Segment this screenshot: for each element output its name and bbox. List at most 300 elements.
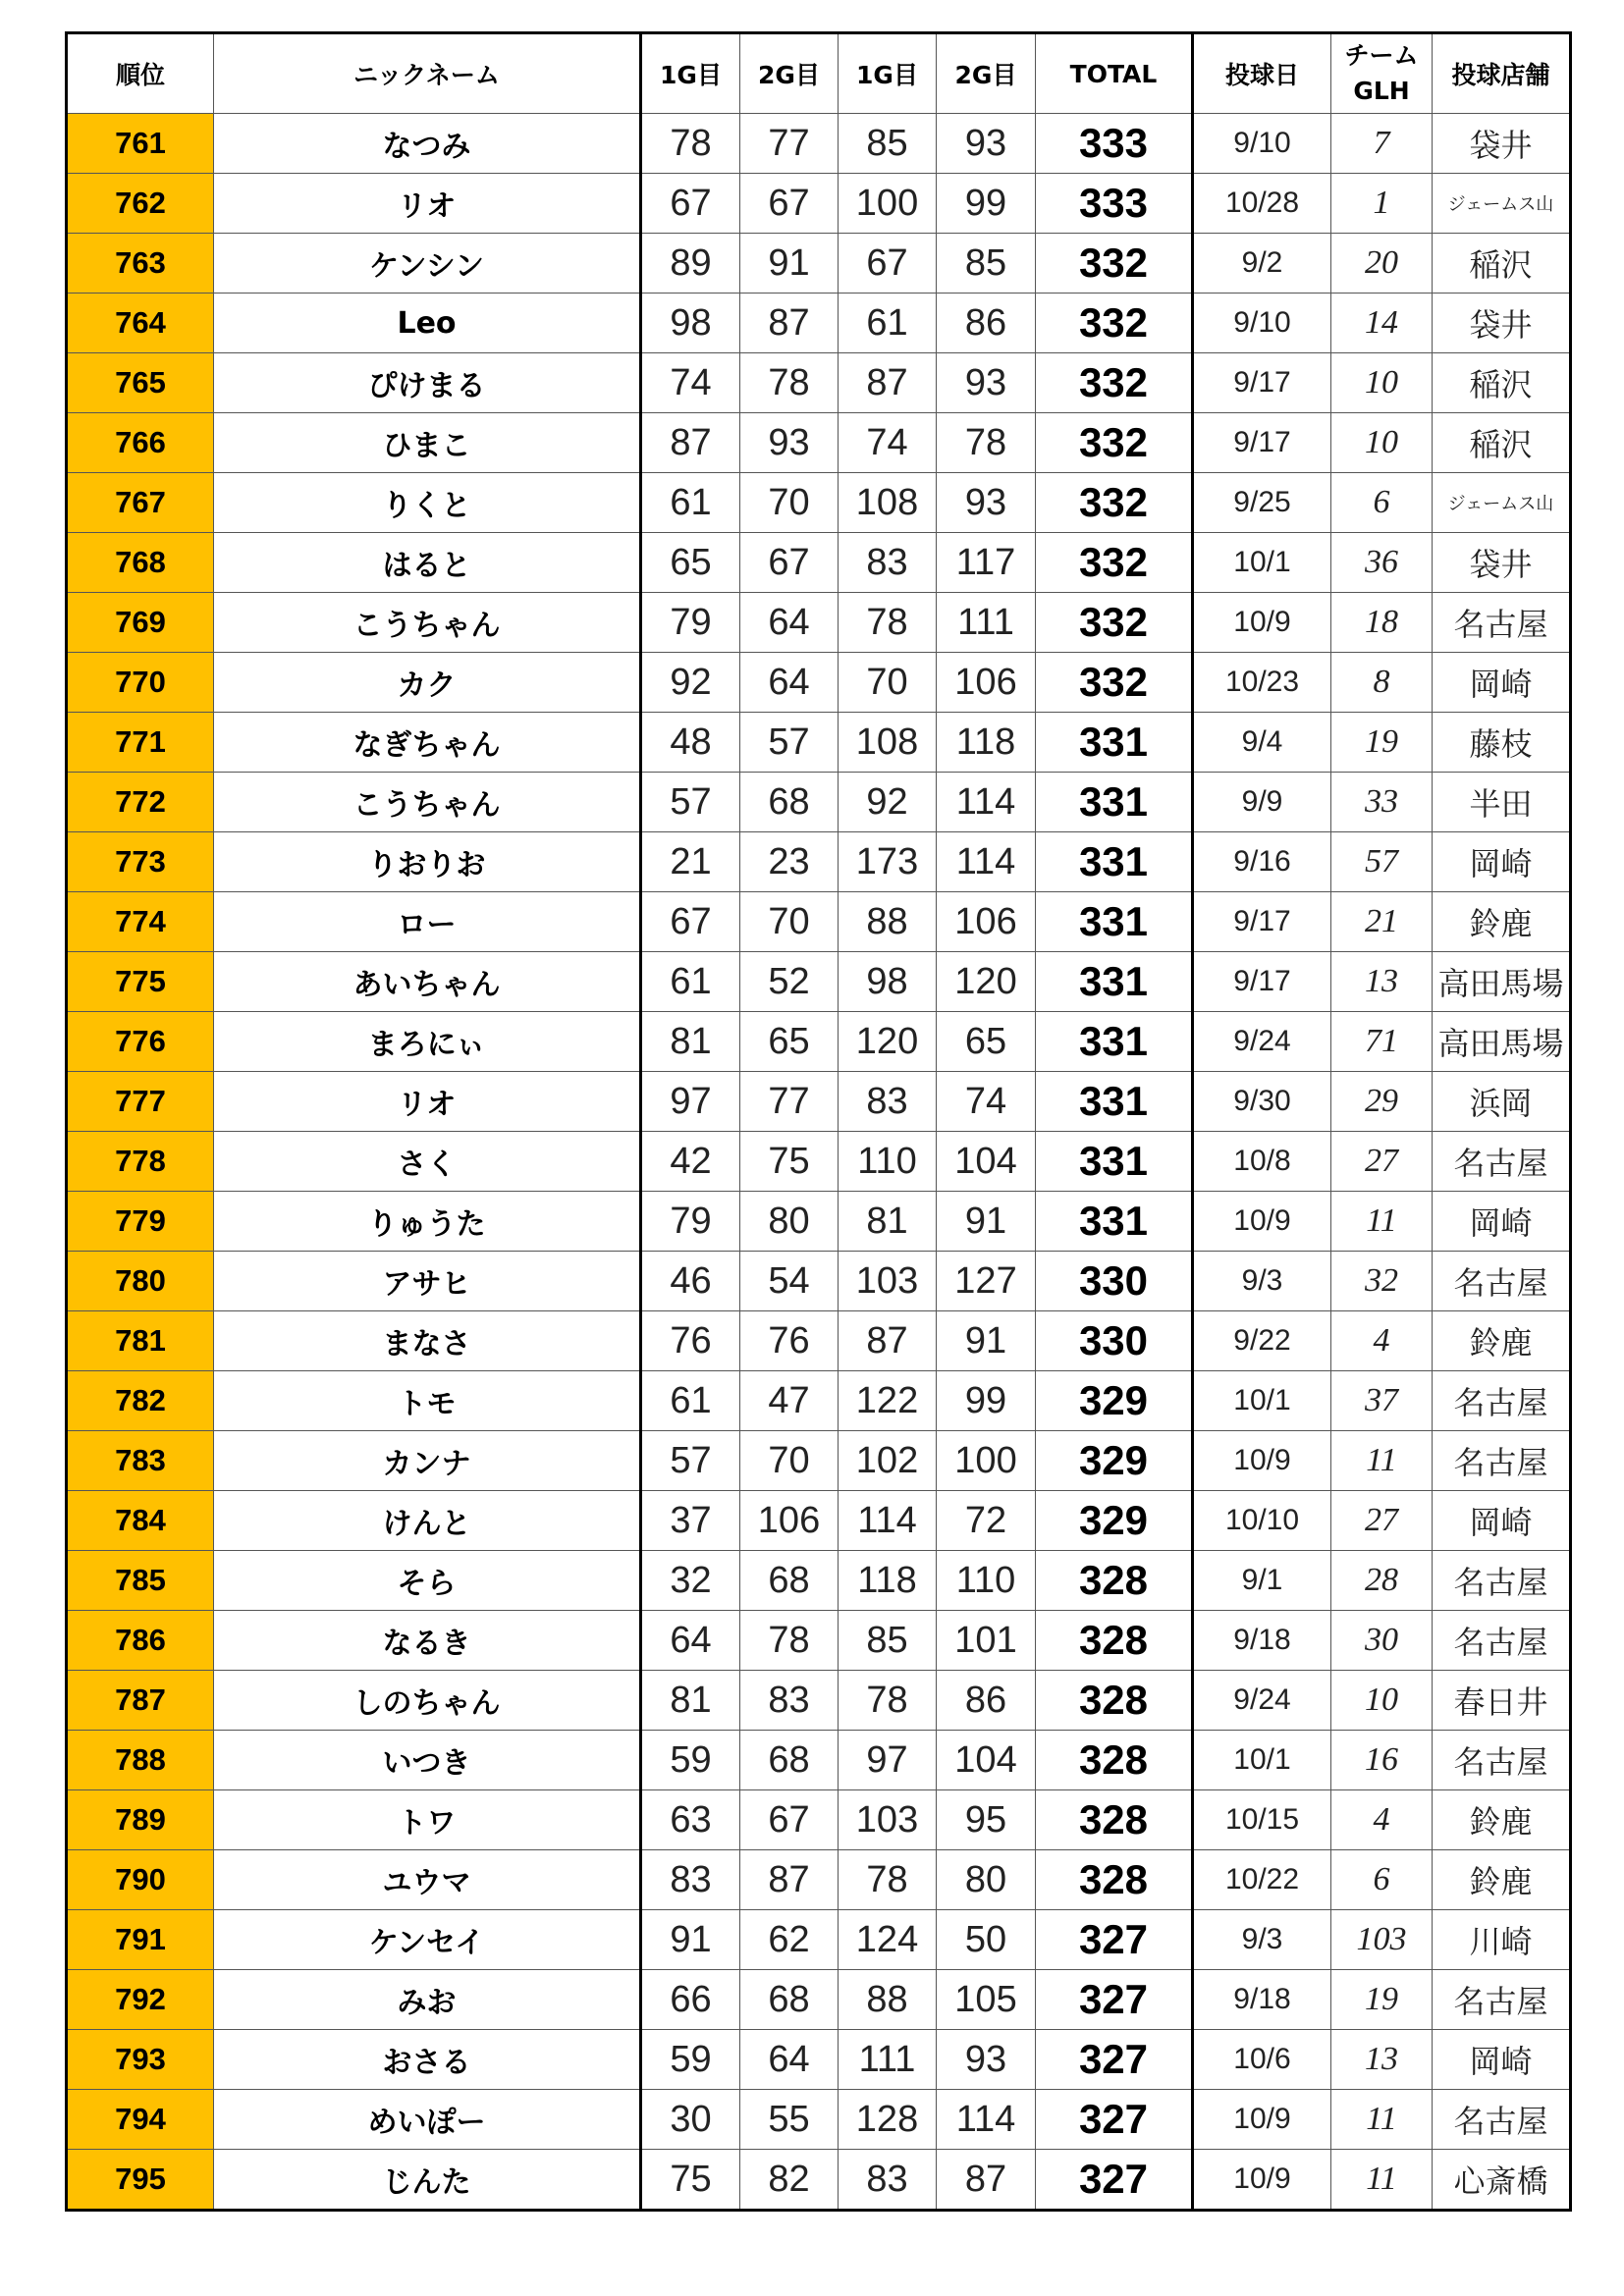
table-row (67, 234, 1571, 294)
date-cell: 9/17 (1193, 353, 1331, 413)
game2-score: 70 (740, 473, 839, 533)
game1-second-score: 114 (839, 1491, 937, 1551)
date-cell: 10/6 (1193, 2030, 1331, 2090)
team-glh-cell: 28 (1331, 1551, 1433, 1611)
date-cell: 9/17 (1193, 892, 1331, 952)
date-cell: 9/10 (1193, 294, 1331, 353)
game2-score: 52 (740, 952, 839, 1012)
team-glh-cell: 19 (1331, 1970, 1433, 2030)
table-row (67, 1252, 1571, 1311)
table-row (67, 1611, 1571, 1671)
game2-score: 93 (740, 413, 839, 473)
table-row (67, 1970, 1571, 2030)
game1-second-score: 108 (839, 713, 937, 773)
game2-second-score: 50 (937, 1910, 1036, 1970)
game2-second-score: 110 (937, 1551, 1036, 1611)
nickname-cell: まなさ (214, 1311, 641, 1371)
game2-score: 91 (740, 234, 839, 294)
game1-second-score: 122 (839, 1371, 937, 1431)
nickname-cell: リオ (214, 174, 641, 234)
nickname-cell: みお (214, 1970, 641, 2030)
game1-score: 30 (641, 2090, 740, 2150)
total-score: 327 (1036, 2090, 1193, 2150)
table-row (67, 892, 1571, 952)
game1-score: 79 (641, 593, 740, 653)
game2-second-score: 80 (937, 1850, 1036, 1910)
store-cell: 岡崎 (1433, 2030, 1571, 2090)
game1-second-score: 85 (839, 114, 937, 174)
total-score: 332 (1036, 413, 1193, 473)
date-cell: 10/15 (1193, 1790, 1331, 1850)
date-cell: 9/4 (1193, 713, 1331, 773)
store-cell: 藤枝 (1433, 713, 1571, 773)
table-row (67, 473, 1571, 533)
store-cell: 稲沢 (1433, 413, 1571, 473)
game2-score: 55 (740, 2090, 839, 2150)
store-cell: 心斎橋 (1433, 2150, 1571, 2211)
rank-cell: 770 (67, 653, 214, 713)
total-score: 328 (1036, 1790, 1193, 1850)
team-glh-cell: 29 (1331, 1072, 1433, 1132)
game1-second-score: 98 (839, 952, 937, 1012)
game2-second-score: 114 (937, 832, 1036, 892)
table-row (67, 593, 1571, 653)
store-cell: 名古屋 (1433, 1252, 1571, 1311)
game1-second-score: 108 (839, 473, 937, 533)
game1-score: 89 (641, 234, 740, 294)
nickname-cell: ひまこ (214, 413, 641, 473)
nickname-cell: なぎちゃん (214, 713, 641, 773)
team-glh-cell: 11 (1331, 1431, 1433, 1491)
game2-second-score: 85 (937, 234, 1036, 294)
total-score: 331 (1036, 832, 1193, 892)
game2-second-score: 74 (937, 1072, 1036, 1132)
game1-score: 74 (641, 353, 740, 413)
table-row (67, 2090, 1571, 2150)
table-row (67, 174, 1571, 234)
total-score: 331 (1036, 1012, 1193, 1072)
game2-score: 64 (740, 2030, 839, 2090)
nickname-cell: Leo (214, 294, 641, 353)
game1-second-score: 67 (839, 234, 937, 294)
date-cell: 10/10 (1193, 1491, 1331, 1551)
store-cell: 岡崎 (1433, 832, 1571, 892)
table-row (67, 114, 1571, 174)
team-glh-cell: 103 (1331, 1910, 1433, 1970)
nickname-cell: りくと (214, 473, 641, 533)
rank-cell: 775 (67, 952, 214, 1012)
game1-second-score: 124 (839, 1910, 937, 1970)
game2-score: 67 (740, 174, 839, 234)
header-row (67, 33, 1571, 114)
date-cell: 9/22 (1193, 1311, 1331, 1371)
store-cell: 名古屋 (1433, 1611, 1571, 1671)
date-cell: 10/9 (1193, 593, 1331, 653)
total-score: 328 (1036, 1551, 1193, 1611)
game1-second-score: 85 (839, 1611, 937, 1671)
rank-cell: 769 (67, 593, 214, 653)
game2-second-score: 65 (937, 1012, 1036, 1072)
game2-second-score: 72 (937, 1491, 1036, 1551)
team-glh-cell: 10 (1331, 1671, 1433, 1731)
date-cell: 10/9 (1193, 2150, 1331, 2211)
store-cell: 半田 (1433, 773, 1571, 832)
nickname-cell: はると (214, 533, 641, 593)
game2-score: 82 (740, 2150, 839, 2211)
team-glh-header (1331, 33, 1433, 114)
team-glh-cell: 6 (1331, 1850, 1433, 1910)
game2-score: 65 (740, 1012, 839, 1072)
table-row (67, 1910, 1571, 1970)
date-cell: 9/18 (1193, 1611, 1331, 1671)
game1-score: 81 (641, 1012, 740, 1072)
game1-score: 87 (641, 413, 740, 473)
total-score: 329 (1036, 1431, 1193, 1491)
game1-second-score: 173 (839, 832, 937, 892)
total-score: 328 (1036, 1850, 1193, 1910)
team-header-line1: チーム (1344, 41, 1419, 70)
date-cell: 10/22 (1193, 1850, 1331, 1910)
game2-score: 83 (740, 1671, 839, 1731)
date-header: 投球日 (1193, 33, 1331, 114)
game1-score: 32 (641, 1551, 740, 1611)
rank-cell: 792 (67, 1970, 214, 2030)
ranking-table (65, 31, 1572, 2212)
rank-cell: 794 (67, 2090, 214, 2150)
total-score: 329 (1036, 1371, 1193, 1431)
date-cell: 10/1 (1193, 1371, 1331, 1431)
game2-second-score: 114 (937, 773, 1036, 832)
nickname-cell: じんた (214, 2150, 641, 2211)
game2-score: 76 (740, 1311, 839, 1371)
team-glh-cell: 11 (1331, 2090, 1433, 2150)
team-glh-cell: 57 (1331, 832, 1433, 892)
store-cell: 名古屋 (1433, 1132, 1571, 1192)
store-cell: ジェームス山 (1433, 473, 1571, 533)
game2-score: 77 (740, 1072, 839, 1132)
store-cell: 稲沢 (1433, 234, 1571, 294)
rank-cell: 791 (67, 1910, 214, 1970)
team-glh-cell: 30 (1331, 1611, 1433, 1671)
rank-cell: 782 (67, 1371, 214, 1431)
table-row (67, 353, 1571, 413)
table-row (67, 952, 1571, 1012)
table-row (67, 2030, 1571, 2090)
rank-cell: 762 (67, 174, 214, 234)
game2-score: 75 (740, 1132, 839, 1192)
game2-second-score: 117 (937, 533, 1036, 593)
store-cell: 稲沢 (1433, 353, 1571, 413)
rank-cell: 788 (67, 1731, 214, 1790)
game2-score: 80 (740, 1192, 839, 1252)
game2-score: 78 (740, 1611, 839, 1671)
rank-cell: 771 (67, 713, 214, 773)
store-cell: 高田馬場 (1433, 1012, 1571, 1072)
game2-second-score: 106 (937, 892, 1036, 952)
store-cell: 名古屋 (1433, 1551, 1571, 1611)
store-cell: 高田馬場 (1433, 952, 1571, 1012)
store-cell: 名古屋 (1433, 1731, 1571, 1790)
game2-second-header: 2G目 (937, 33, 1036, 114)
team-glh-cell: 36 (1331, 533, 1433, 593)
game1-second-score: 102 (839, 1431, 937, 1491)
date-cell: 9/3 (1193, 1910, 1331, 1970)
table-row (67, 1731, 1571, 1790)
table-row (67, 2150, 1571, 2211)
game2-second-score: 91 (937, 1311, 1036, 1371)
store-cell: 鈴鹿 (1433, 1311, 1571, 1371)
rank-cell: 779 (67, 1192, 214, 1252)
game2-score: 78 (740, 353, 839, 413)
game1-score: 79 (641, 1192, 740, 1252)
game1-score: 97 (641, 1072, 740, 1132)
nickname-cell: こうちゃん (214, 593, 641, 653)
team-glh-cell: 4 (1331, 1311, 1433, 1371)
game2-score: 77 (740, 114, 839, 174)
rank-cell: 784 (67, 1491, 214, 1551)
total-score: 332 (1036, 533, 1193, 593)
total-score: 331 (1036, 773, 1193, 832)
total-score: 333 (1036, 114, 1193, 174)
date-cell: 9/1 (1193, 1551, 1331, 1611)
rank-cell: 781 (67, 1311, 214, 1371)
game1-score: 61 (641, 1371, 740, 1431)
table-row (67, 1072, 1571, 1132)
game1-second-score: 83 (839, 1072, 937, 1132)
rank-cell: 768 (67, 533, 214, 593)
date-cell: 9/10 (1193, 114, 1331, 174)
game2-second-score: 99 (937, 174, 1036, 234)
game2-score: 64 (740, 653, 839, 713)
game1-second-score: 92 (839, 773, 937, 832)
game2-second-score: 100 (937, 1431, 1036, 1491)
game2-second-score: 105 (937, 1970, 1036, 2030)
team-glh-cell: 10 (1331, 353, 1433, 413)
total-score: 332 (1036, 353, 1193, 413)
date-cell: 10/1 (1193, 1731, 1331, 1790)
store-cell: 岡崎 (1433, 1192, 1571, 1252)
date-cell: 9/17 (1193, 413, 1331, 473)
table-row (67, 1431, 1571, 1491)
store-cell: 鈴鹿 (1433, 892, 1571, 952)
team-glh-cell: 6 (1331, 473, 1433, 533)
table-row (67, 773, 1571, 832)
team-glh-cell: 21 (1331, 892, 1433, 952)
store-cell: 鈴鹿 (1433, 1850, 1571, 1910)
team-glh-cell: 10 (1331, 413, 1433, 473)
date-cell: 9/24 (1193, 1012, 1331, 1072)
total-score: 332 (1036, 473, 1193, 533)
game1-score: 42 (641, 1132, 740, 1192)
date-cell: 10/9 (1193, 1192, 1331, 1252)
rank-cell: 776 (67, 1012, 214, 1072)
game1-second-score: 78 (839, 593, 937, 653)
table-row (67, 1671, 1571, 1731)
game2-second-score: 120 (937, 952, 1036, 1012)
game2-second-score: 93 (937, 353, 1036, 413)
nickname-cell: トワ (214, 1790, 641, 1850)
game1-second-score: 97 (839, 1731, 937, 1790)
game2-score: 68 (740, 773, 839, 832)
game1-score: 46 (641, 1252, 740, 1311)
nickname-cell: おさる (214, 2030, 641, 2090)
store-cell: 川崎 (1433, 1910, 1571, 1970)
team-glh-cell: 33 (1331, 773, 1433, 832)
game2-score: 54 (740, 1252, 839, 1311)
team-glh-cell: 14 (1331, 294, 1433, 353)
rank-cell: 763 (67, 234, 214, 294)
game1-second-score: 83 (839, 533, 937, 593)
store-cell: 名古屋 (1433, 1970, 1571, 2030)
game1-score: 98 (641, 294, 740, 353)
table-row (67, 1371, 1571, 1431)
table-row (67, 1311, 1571, 1371)
table-row (67, 1551, 1571, 1611)
game1-second-score: 88 (839, 892, 937, 952)
nickname-cell: あいちゃん (214, 952, 641, 1012)
store-cell: ジェームス山 (1433, 174, 1571, 234)
team-glh-cell: 32 (1331, 1252, 1433, 1311)
game2-second-score: 104 (937, 1731, 1036, 1790)
date-cell: 9/9 (1193, 773, 1331, 832)
game1-score: 64 (641, 1611, 740, 1671)
table-row (67, 1012, 1571, 1072)
rank-cell: 793 (67, 2030, 214, 2090)
nickname-cell: しのちゃん (214, 1671, 641, 1731)
game1-score: 67 (641, 174, 740, 234)
date-cell: 10/1 (1193, 533, 1331, 593)
game2-second-score: 99 (937, 1371, 1036, 1431)
game1-score: 61 (641, 473, 740, 533)
table-body (67, 114, 1571, 2211)
team-glh-cell: 11 (1331, 2150, 1433, 2211)
game2-score: 106 (740, 1491, 839, 1551)
total-score: 332 (1036, 294, 1193, 353)
total-score: 331 (1036, 1192, 1193, 1252)
nickname-cell: めいぽー (214, 2090, 641, 2150)
team-glh-cell: 20 (1331, 234, 1433, 294)
game1-score: 81 (641, 1671, 740, 1731)
game2-score: 70 (740, 1431, 839, 1491)
date-cell: 10/28 (1193, 174, 1331, 234)
nickname-cell: まろにぃ (214, 1012, 641, 1072)
total-score: 331 (1036, 1132, 1193, 1192)
rank-cell: 767 (67, 473, 214, 533)
nickname-cell: さく (214, 1132, 641, 1192)
nickname-cell: そら (214, 1551, 641, 1611)
date-cell: 10/23 (1193, 653, 1331, 713)
rank-cell: 789 (67, 1790, 214, 1850)
game1-score: 91 (641, 1910, 740, 1970)
nickname-cell: なるき (214, 1611, 641, 1671)
team-glh-cell: 8 (1331, 653, 1433, 713)
game1-score: 57 (641, 1431, 740, 1491)
game2-score: 87 (740, 1850, 839, 1910)
total-header: TOTAL (1036, 33, 1193, 114)
game1-second-score: 83 (839, 2150, 937, 2211)
game1-score: 65 (641, 533, 740, 593)
nickname-cell: アサヒ (214, 1252, 641, 1311)
game1-second-score: 103 (839, 1790, 937, 1850)
game1-second-score: 110 (839, 1132, 937, 1192)
game2-score: 70 (740, 892, 839, 952)
rank-cell: 761 (67, 114, 214, 174)
total-score: 327 (1036, 2030, 1193, 2090)
total-score: 331 (1036, 713, 1193, 773)
game2-second-score: 91 (937, 1192, 1036, 1252)
table-row (67, 1850, 1571, 1910)
nickname-header: ニックネーム (214, 33, 641, 114)
game1-score: 75 (641, 2150, 740, 2211)
team-glh-cell: 13 (1331, 2030, 1433, 2090)
table-row (67, 1132, 1571, 1192)
team-glh-cell: 18 (1331, 593, 1433, 653)
total-score: 327 (1036, 1970, 1193, 2030)
total-score: 333 (1036, 174, 1193, 234)
table-row (67, 832, 1571, 892)
team-glh-cell: 11 (1331, 1192, 1433, 1252)
game2-score: 64 (740, 593, 839, 653)
rank-cell: 786 (67, 1611, 214, 1671)
table-row (67, 713, 1571, 773)
total-score: 328 (1036, 1671, 1193, 1731)
game1-score: 59 (641, 1731, 740, 1790)
game1-score: 57 (641, 773, 740, 832)
team-glh-cell: 19 (1331, 713, 1433, 773)
rank-cell: 778 (67, 1132, 214, 1192)
game2-second-score: 104 (937, 1132, 1036, 1192)
total-score: 328 (1036, 1731, 1193, 1790)
rank-cell: 787 (67, 1671, 214, 1731)
total-score: 332 (1036, 234, 1193, 294)
team-glh-cell: 27 (1331, 1491, 1433, 1551)
nickname-cell: こうちゃん (214, 773, 641, 832)
total-score: 327 (1036, 1910, 1193, 1970)
team-glh-cell: 27 (1331, 1132, 1433, 1192)
game1-score: 83 (641, 1850, 740, 1910)
team-glh-cell: 13 (1331, 952, 1433, 1012)
game1-score: 67 (641, 892, 740, 952)
game2-second-score: 114 (937, 2090, 1036, 2150)
game1-second-score: 88 (839, 1970, 937, 2030)
game2-second-score: 118 (937, 713, 1036, 773)
date-cell: 10/9 (1193, 2090, 1331, 2150)
game1-score: 66 (641, 1970, 740, 2030)
game1-second-score: 100 (839, 174, 937, 234)
team-glh-cell: 1 (1331, 174, 1433, 234)
game1-second-score: 87 (839, 353, 937, 413)
store-cell: 名古屋 (1433, 593, 1571, 653)
date-cell: 9/24 (1193, 1671, 1331, 1731)
rank-cell: 785 (67, 1551, 214, 1611)
game1-second-score: 87 (839, 1311, 937, 1371)
store-header: 投球店舗 (1433, 33, 1571, 114)
game1-second-score: 70 (839, 653, 937, 713)
game1-second-score: 128 (839, 2090, 937, 2150)
store-cell: 春日井 (1433, 1671, 1571, 1731)
total-score: 328 (1036, 1611, 1193, 1671)
game1-score: 59 (641, 2030, 740, 2090)
table-row (67, 413, 1571, 473)
team-glh-cell: 7 (1331, 114, 1433, 174)
table-row (67, 533, 1571, 593)
game2-header: 2G目 (740, 33, 839, 114)
nickname-cell: りおりお (214, 832, 641, 892)
game2-second-score: 106 (937, 653, 1036, 713)
date-cell: 9/3 (1193, 1252, 1331, 1311)
store-cell: 袋井 (1433, 114, 1571, 174)
game2-score: 67 (740, 1790, 839, 1850)
